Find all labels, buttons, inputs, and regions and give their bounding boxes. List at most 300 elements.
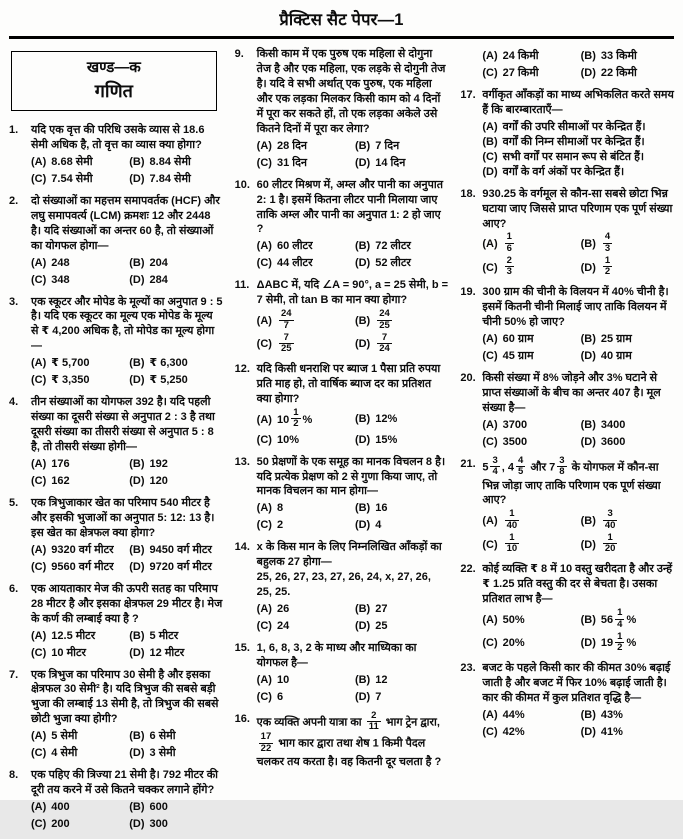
question-1 (9, 123, 223, 187)
option-value: 24 (276, 620, 290, 633)
question-body (257, 641, 449, 705)
options (257, 239, 449, 271)
options (257, 501, 449, 533)
option-value: 8.84 सेमी (149, 155, 191, 168)
option-label: (C) (31, 172, 47, 185)
option-label: (C) (31, 374, 47, 387)
question-number: 3. (9, 295, 19, 308)
option-value (503, 231, 516, 254)
option-A (257, 310, 352, 332)
option-B (129, 629, 222, 644)
option-label: (A) (482, 613, 498, 626)
option-A (31, 629, 126, 644)
option-A (482, 332, 577, 347)
question-14 (235, 540, 449, 634)
question-text: एक स्कूटर और मोपेड के मूल्यों का अनुपात 9 : 5 है। यदि एक स्कूटर का मूल्य एक मोपेड के मूल्य से ₹ 4,200 अधिक है, तो मोपेड का मूल्य होगा— (31, 295, 223, 353)
option-value: 60 लीटर (276, 240, 313, 253)
title-divider (9, 36, 674, 39)
column-2 (235, 47, 449, 839)
option-value: 6 सेमी (149, 730, 176, 743)
option-value: 27 (375, 603, 388, 616)
options (482, 510, 674, 555)
option-B (129, 800, 222, 815)
question-body (257, 455, 449, 534)
options (482, 332, 674, 364)
options (31, 543, 223, 575)
option-value: 25 (375, 620, 388, 633)
option-C (482, 435, 577, 450)
question-body (256, 709, 449, 770)
section-name: खण्ड—क (86, 59, 141, 76)
option-label: (D) (580, 538, 596, 551)
question-number: 4. (9, 396, 19, 409)
option-value: ₹ 5,250 (149, 374, 188, 387)
question-text: बजट के पहले किसी कार की कीमत 30% बढ़ाई जाती है और बजट में फिर 10% बढ़ाई जाती है। कार की कीमत में कुल प्रतिशत वृद्धि है— (482, 662, 671, 705)
option-C (31, 474, 126, 489)
question-23 (460, 661, 674, 740)
option-label: (B) (129, 543, 145, 556)
option-A (31, 256, 126, 271)
option-B (355, 310, 448, 332)
option-A (482, 708, 577, 723)
option-value: 12 मीटर (149, 646, 185, 659)
option-label: (B) (354, 314, 371, 327)
option-value: 9450 वर्ग मीटर (149, 543, 212, 556)
option-label: (D) (129, 273, 145, 286)
option-C (257, 156, 352, 171)
option-D (355, 690, 448, 705)
fraction: $\frac{2}{3}$ (506, 254, 512, 278)
option-C (31, 560, 126, 575)
option-label: (B) (354, 502, 371, 515)
question-number: 13. (234, 455, 250, 468)
option-B (581, 233, 674, 255)
option-label: (D) (354, 519, 371, 532)
options (257, 602, 449, 634)
question-body (482, 371, 674, 450)
fraction: $\frac{7}{24}$ (379, 331, 390, 354)
option-label: (A) (31, 458, 47, 471)
fraction: $\frac{1}{6}$ (506, 231, 512, 254)
question-number: 10. (234, 178, 250, 191)
option-label: (D) (129, 475, 145, 488)
option-B (581, 708, 674, 723)
option-label: (B) (129, 256, 145, 269)
question-text: 5 $\frac{3}{4}$ , 4 $\frac{4}{5}$ और 7 $\frac{3}{8}$ के योगफल में कौन-सा भिन्न जोड़ा जाए ताकि परिणाम एक पूर्ण संख्या आए? (482, 455, 661, 507)
option-value: 5 मीटर (149, 629, 179, 642)
option-label: (C) (482, 538, 498, 551)
option-label: (C) (256, 338, 272, 351)
option-B (355, 602, 448, 617)
fraction: $\frac{1}{2}$ (293, 407, 299, 430)
option-value: 284 (149, 273, 168, 286)
question-text: एक आयताकार मेज की ऊपरी सतह का परिमाप 28 मीटर है और इसका क्षेत्रफल 29 मीटर है। मेज के कर्ण की लम्बाई क्या है ? (31, 582, 223, 625)
option-label: (C) (482, 637, 498, 650)
question-number: 22. (460, 563, 476, 576)
option-label: (B) (129, 155, 145, 168)
option-A (31, 543, 126, 558)
option-value (601, 254, 614, 278)
option-value (503, 531, 522, 555)
option-label: (B) (580, 50, 596, 62)
option-label: (D) (354, 620, 371, 633)
question-body (257, 362, 449, 447)
option-C (482, 349, 577, 364)
option-label: (D) (129, 818, 145, 831)
option-value: 27 किमी (502, 66, 539, 79)
fraction: $\frac{1}{4}$ (617, 607, 623, 630)
option-C (31, 817, 126, 832)
question-9 (235, 47, 449, 171)
option-value: 4 (375, 519, 382, 532)
option-label: (C) (256, 620, 272, 633)
option-label: (A) (482, 120, 498, 133)
option-label: (D) (129, 646, 145, 659)
page-title: प्रैक्टिस सैट पेपर—1 (279, 11, 404, 29)
option-label: (C) (482, 436, 498, 449)
option-D (129, 474, 222, 489)
option-C (31, 373, 126, 388)
option-C (257, 518, 352, 533)
option-A (482, 613, 577, 628)
option-D (355, 619, 448, 634)
option-value: 41% (600, 726, 623, 739)
option-C (31, 646, 126, 661)
option-value: 10 मीटर (51, 646, 87, 659)
option-D (354, 331, 448, 356)
options (482, 49, 674, 81)
question-11 (235, 278, 449, 355)
option-label: (C) (256, 519, 272, 532)
option-label: (A) (256, 673, 272, 686)
option-value (375, 308, 394, 331)
fraction: $\frac{1}{2}$ (604, 254, 611, 278)
option-label: (A) (256, 603, 272, 616)
option-D (129, 746, 222, 761)
option-D (580, 531, 674, 556)
option-label: (D) (580, 726, 596, 739)
question-text: 1, 6, 8, 3, 2 के माध्य और माध्यिका का योगफल है— (256, 642, 417, 669)
option-value: 9560 वर्ग मीटर (51, 560, 114, 573)
option-value (277, 331, 296, 354)
option-C (257, 433, 352, 448)
option-value (601, 231, 614, 254)
question-body (482, 661, 674, 740)
option-value: 7.54 सेमी (51, 172, 93, 185)
option-label: (B) (354, 673, 371, 686)
option-value: वर्गों के वर्ग अंकों पर केन्द्रित हैं। (502, 165, 625, 178)
option-label: (A) (31, 357, 47, 370)
option-value: 12% (375, 413, 398, 426)
option-value: ₹ 6,300 (149, 357, 188, 370)
option-value: 348 (51, 273, 70, 286)
option-label: (A) (482, 238, 498, 251)
question-text: किसी संख्या में 8% जोड़ने और 3% घटाने से प्राप्त संख्याओं के बीच का अन्तर 407 है। मूल संख्या है— (482, 372, 661, 415)
question-number: 17. (460, 88, 476, 101)
option-B (581, 418, 674, 433)
question-body (31, 295, 223, 389)
option-C (482, 66, 577, 81)
option-B (129, 729, 222, 744)
question-20 (460, 371, 674, 450)
option-label: (A) (256, 502, 272, 515)
option-B (355, 673, 448, 688)
option-D (581, 725, 674, 740)
option-value (503, 254, 516, 278)
option-value (277, 308, 296, 331)
question-4 (9, 395, 223, 489)
option-label: (D) (129, 560, 145, 573)
option-label: (D) (354, 433, 371, 446)
option-label: (D) (580, 350, 596, 363)
question-text: एक व्यक्ति अपनी यात्रा का $\frac{2}{11}$ भाग ट्रेन द्वारा, $\frac{17}{22}$ भाग कार द्वारा तथा शेष 1 किमी पैदल चलकर तय करता है। वह कितनी दूर चलता है ? (256, 709, 442, 768)
option-value: वर्गों की उपरि सीमाओं पर केन्द्रित हैं। (502, 120, 646, 133)
option-value: 200 (51, 818, 70, 831)
option-C (256, 331, 352, 356)
option-C (257, 619, 352, 634)
option-label: (C) (482, 726, 498, 739)
option-B (355, 501, 448, 516)
option-value: 9320 वर्ग मीटर (51, 543, 114, 556)
fraction: $\frac{3}{4}$ (492, 455, 498, 478)
option-value: 72 लीटर (375, 240, 411, 253)
option-value: 7 दिन (375, 139, 400, 152)
option-label: (A) (31, 543, 47, 556)
option-value: 176 (51, 458, 70, 471)
fraction: $\frac{2}{11}$ (368, 709, 379, 733)
option-label: (A) (256, 240, 272, 253)
column-3 (460, 47, 674, 839)
question-number: 16. (234, 712, 250, 725)
question-21 (460, 457, 674, 555)
option-D (129, 273, 222, 288)
option-C (257, 690, 352, 705)
option-value: 20% (502, 637, 525, 650)
question-text: कोई व्यक्ति ₹ 8 में 10 वस्तु खरीदता है और उन्हें ₹ 1.25 प्रति वस्तु की दर से बेचता है। उसका प्रतिशत लाभ है— (482, 563, 673, 606)
option-D (129, 817, 222, 832)
question-number: 12. (234, 363, 250, 376)
option-label: (A) (482, 515, 498, 528)
option-A (482, 418, 577, 433)
question-columns (9, 47, 674, 839)
question-body (257, 540, 449, 634)
question-7 (9, 668, 223, 762)
question-text: एक पहिए की त्रिज्या 21 सेमी है। 792 मीटर की दूरी तय करने में उसे कितने चक्कर लगाने होंगे? (31, 769, 219, 797)
question-body (31, 582, 223, 661)
question-body (482, 457, 674, 555)
fraction: $\frac{3}{8}$ (559, 455, 565, 478)
question-body (482, 88, 674, 180)
option-value: 9720 वर्ग मीटर (149, 560, 212, 573)
options (257, 310, 449, 355)
question-number: 1. (9, 124, 19, 136)
option-label: (B) (580, 613, 596, 626)
fraction: $\frac{1}{20}$ (604, 531, 616, 555)
options (482, 418, 674, 450)
option-D (129, 373, 222, 388)
option-A (257, 239, 352, 254)
option-label: (D) (129, 747, 145, 760)
option-label: (B) (354, 240, 371, 253)
option-value: 4 सेमी (51, 747, 78, 760)
option-label: (C) (31, 818, 47, 831)
option-value: 192 (149, 458, 168, 471)
option-value: ₹ 5,700 (51, 357, 90, 370)
options (482, 708, 674, 740)
question-number: 21. (460, 458, 476, 471)
option-A (31, 356, 126, 371)
option-value: 12 (375, 673, 388, 686)
option-label: (D) (354, 690, 371, 703)
option-label: (A) (31, 730, 47, 743)
question-text: वर्गीकृत आँकड़ों का माध्य अभिकलित करते समय हैं कि बारम्बारताएँ— (482, 88, 674, 116)
option-C (482, 531, 577, 556)
option-label: (D) (129, 172, 145, 185)
option-label: (D) (580, 637, 596, 650)
option-value: 5 सेमी (51, 730, 78, 743)
option-label: (A) (482, 419, 498, 432)
option-label: (C) (482, 66, 498, 79)
option-label: (D) (354, 338, 371, 351)
question-text: 930.25 के वर्गमूल से कौन-सा सबसे छोटा भिन्न घटाया जाए जिससे प्राप्त परिणाम एक पूर्ण संख्या आए? (482, 187, 673, 230)
question-body (31, 123, 223, 187)
options (31, 800, 223, 832)
option-value: 14 दिन (375, 156, 406, 169)
option-label: (B) (129, 458, 145, 471)
options (257, 409, 449, 447)
option-D (581, 435, 674, 450)
question-text: ΔABC में, यदि ∠A = 90°, a = 25 सेमी, b = 7 सेमी, तो tan B का मान क्या होगा? (256, 279, 449, 307)
section-box (11, 51, 217, 111)
option-A (31, 800, 126, 815)
option-label: (B) (580, 238, 596, 251)
question-body (31, 496, 223, 575)
option-value: 56 $\frac{1}{4}$ % (600, 607, 637, 630)
option-value: 10 $\frac{1}{2}$ % (276, 407, 313, 430)
option-label: (B) (129, 629, 145, 642)
question-text: 25, 26, 27, 23, 27, 26, 24, x, 27, 26, 25, 25. (256, 571, 431, 599)
option-label: (A) (31, 629, 47, 642)
option-value: 3600 (600, 436, 626, 449)
option-value: 7 (375, 690, 382, 703)
option-label: (C) (256, 156, 272, 169)
option-D (129, 646, 222, 661)
question-body (257, 47, 449, 171)
question-text: एक त्रिभुज का परिमाप 30 सेमी है और इसका क्षेत्रफल 30 सेमी² है। यदि त्रिभुज की सबसे बड़ी भुजा की लम्बाई 13 सेमी है, तो त्रिभुज की सबसे छोटी भुजा क्या होगी? (31, 668, 219, 726)
option-C (257, 256, 352, 271)
option-label: (C) (256, 433, 272, 446)
option-value: 2 (276, 519, 284, 532)
option-B (355, 139, 448, 154)
fraction: $\frac{4}{5}$ (518, 455, 524, 478)
option-B (482, 135, 674, 150)
option-label: (D) (129, 374, 145, 387)
question-number: 15. (234, 642, 250, 655)
question-8 (9, 768, 223, 832)
option-value: 28 दिन (276, 139, 308, 152)
options (257, 139, 449, 171)
question-number: 2. (9, 194, 19, 207)
option-label: (C) (482, 150, 498, 163)
fraction: $\frac{7}{25}$ (280, 331, 292, 354)
option-D (355, 433, 448, 448)
option-value: 3700 (502, 419, 528, 432)
option-value: 300 (149, 818, 168, 831)
option-value: 400 (51, 801, 70, 814)
question-number (460, 47, 482, 81)
fraction: $\frac{1}{40}$ (506, 508, 518, 531)
option-value: ₹ 3,350 (51, 374, 90, 387)
question-number: 7. (9, 668, 19, 681)
question-text: दो संख्याओं का महत्तम समापवर्तक (HCF) और लघु समापवर्त्य (LCM) क्रमशः 12 और 2448 है। यदि संख्याओं का अन्तर 60 है, तो संख्याओं का योगफल होगा— (31, 194, 220, 252)
fraction: $\frac{17}{22}$ (260, 731, 272, 754)
question-body (257, 278, 449, 355)
fraction: $\frac{24}{7}$ (280, 308, 292, 331)
section-subject: गणित (94, 81, 133, 101)
option-B (581, 49, 674, 64)
option-label: (A) (256, 413, 272, 426)
question-2 (9, 194, 223, 288)
option-A (482, 120, 674, 135)
option-label: (B) (580, 419, 596, 432)
option-value: 12.5 मीटर (51, 629, 96, 642)
fraction: $\frac{3}{40}$ (604, 508, 616, 531)
option-label: (C) (482, 350, 498, 363)
question-body (31, 768, 223, 832)
option-C (31, 746, 126, 761)
question-text: 60 लीटर मिश्रण में, अम्ल और पानी का अनुपात 2: 1 है। इसमें कितना लीटर पानी मिलाया जाए ताकि अम्ल और पानी का अनुपात 1: 2 हो जाए ? (256, 178, 443, 236)
option-label: (A) (31, 801, 47, 814)
question-body (482, 285, 674, 364)
option-D (129, 560, 222, 575)
question-number: 8. (9, 769, 19, 782)
option-value: 162 (51, 475, 70, 488)
option-B (581, 510, 674, 532)
option-label: (A) (482, 709, 498, 722)
option-label: (C) (31, 747, 47, 760)
option-label: (A) (31, 256, 47, 269)
option-B (129, 457, 222, 472)
option-value: 120 (149, 475, 168, 488)
question-number: 14. (234, 541, 250, 554)
question-text: 300 ग्राम की चीनी के विलयन में 40% चीनी है। इसमें कितनी चीनी मिलाई जाए ताकि विलयन में चीनी 50% हो जाए? (482, 286, 669, 329)
option-value (601, 508, 620, 531)
question-body (482, 47, 674, 81)
option-D (581, 349, 674, 364)
option-value: 45 ग्राम (502, 350, 534, 363)
option-label: (A) (256, 139, 272, 152)
option-value: 33 किमी (600, 50, 637, 62)
question-16-options-continued (460, 47, 674, 81)
question-number: 18. (460, 187, 476, 200)
question-text: 50 प्रेक्षणों के एक समूह का मानक विचलन 8 है। यदि प्रत्येक प्रेक्षण को 2 से गुणा किया जाए, तो मानक विचलन का मान होगा— (256, 455, 446, 498)
option-D (580, 630, 674, 655)
option-B (129, 155, 222, 170)
option-value (601, 531, 620, 555)
option-label: (B) (580, 515, 596, 528)
question-number: 20. (460, 372, 476, 385)
option-B (355, 412, 448, 427)
option-value: 44 लीटर (276, 257, 313, 270)
option-label: (B) (580, 333, 596, 346)
option-A (257, 602, 352, 617)
options (31, 457, 223, 489)
option-B (129, 256, 222, 271)
option-value: 15% (375, 433, 398, 446)
question-19 (460, 285, 674, 364)
question-number: 23. (460, 662, 476, 675)
question-text: x के किस मान के लिए निम्नलिखित आँकड़ों का बहुलक 27 होगा— (256, 541, 442, 569)
